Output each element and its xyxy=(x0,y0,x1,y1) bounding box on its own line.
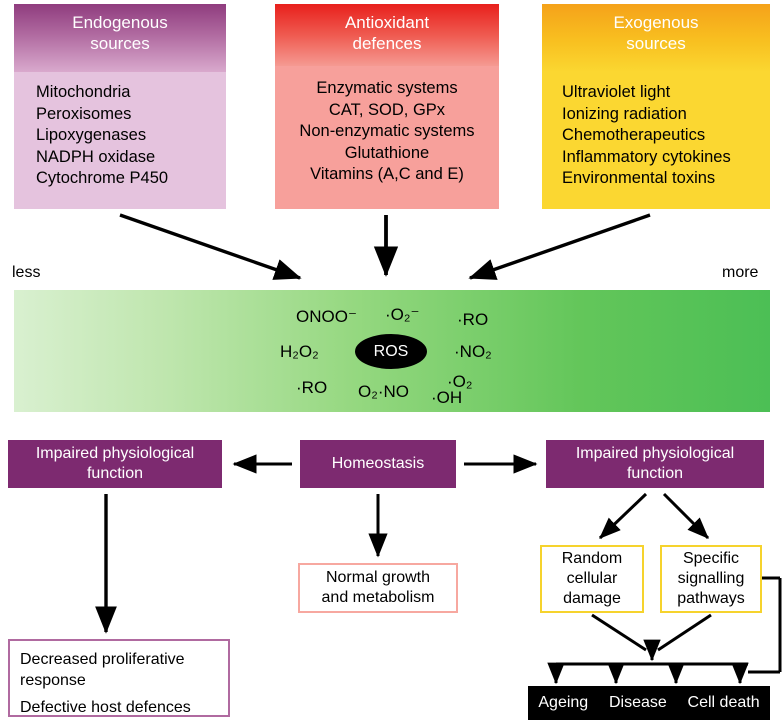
random-cellular-damage-box xyxy=(540,545,644,613)
outcome-cell-death: Cell death xyxy=(687,694,760,711)
arrow-random-converge xyxy=(592,615,646,650)
list-item: Chemotherapeutics xyxy=(562,126,706,144)
random-damage-line1: Random xyxy=(561,550,623,567)
arrow-endogenous-to-ros xyxy=(120,215,300,278)
homeostasis-label: Homeostasis xyxy=(331,455,425,472)
list-item: Glutathione xyxy=(344,143,430,162)
exogenous-title-line2: sources xyxy=(626,34,686,53)
specific-path-line1: Specific xyxy=(682,550,740,567)
outcome-ageing: Ageing xyxy=(538,694,589,711)
antioxidant-title-line1: Antioxidant xyxy=(344,13,430,32)
decreased-line1: Decreased proliferative xyxy=(20,651,185,668)
decreased-proliferative-response-box xyxy=(8,639,230,717)
decreased-line3: Defective host defences xyxy=(20,699,191,716)
endogenous-sources-box xyxy=(14,4,226,209)
exogenous-sources-list xyxy=(542,72,770,190)
antioxidant-title-line2: defences xyxy=(352,34,422,53)
list-item: NADPH oxidase xyxy=(36,147,156,166)
outcome-disease: Disease xyxy=(608,694,667,711)
list-item: Enzymatic systems xyxy=(316,79,458,97)
antioxidant-defences-list xyxy=(275,66,499,186)
ros-species-oh: ·OH xyxy=(431,388,463,407)
exogenous-sources-box xyxy=(542,4,770,209)
random-damage-line3: damage xyxy=(563,590,621,607)
ros-center-ellipse xyxy=(355,334,427,369)
exogenous-sources-header xyxy=(542,4,770,72)
normal-growth-line2: and metabolism xyxy=(321,589,435,606)
list-item: Mitochondria xyxy=(36,83,131,101)
decreased-line2: response xyxy=(20,672,86,689)
ros-species-o2no: O₂·NO xyxy=(358,382,409,401)
impaired-physiological-function-right xyxy=(546,440,764,488)
list-item: Lipoxygenases xyxy=(36,126,147,144)
impaired-right-line2: function xyxy=(626,465,684,482)
list-item: Ionizing radiation xyxy=(562,104,687,123)
list-item: Cytochrome P450 xyxy=(36,169,169,187)
ros-center-label: ROS xyxy=(373,343,409,360)
list-item: Ultraviolet light xyxy=(562,83,671,101)
ros-species-singlet-o2: ·O₂ xyxy=(447,372,473,391)
specific-signalling-pathways-box xyxy=(660,545,762,613)
ros-species-ro-right: ·RO xyxy=(457,310,489,329)
endogenous-sources-header xyxy=(14,4,226,72)
terminal-outcomes-bar xyxy=(528,686,770,720)
impaired-physiological-function-left xyxy=(8,440,222,488)
arrow-specific-converge xyxy=(658,615,711,650)
scale-label-less: less xyxy=(12,264,41,281)
antioxidant-defences-box xyxy=(275,4,499,209)
list-item: Environmental toxins xyxy=(562,169,716,187)
antioxidant-defences-header xyxy=(275,4,499,66)
list-item: Non-enzymatic systems xyxy=(299,122,475,140)
arrow-impaired-right-to-random xyxy=(600,494,646,538)
random-damage-line2: cellular xyxy=(566,570,618,587)
ros-species-no2: ·NO₂ xyxy=(454,342,492,361)
specific-path-line3: pathways xyxy=(677,590,745,607)
ros-species-onoo: ONOO⁻ xyxy=(296,307,357,326)
list-item: Inflammatory cytokines xyxy=(562,147,731,166)
normal-growth-line1: Normal growth xyxy=(325,569,430,586)
endogenous-title-line1: Endogenous xyxy=(72,13,168,32)
arrow-exogenous-to-ros xyxy=(470,215,650,278)
arrow-impaired-right-to-specific xyxy=(664,494,708,538)
normal-growth-box xyxy=(298,563,458,613)
ros-species-h2o2: H₂O₂ xyxy=(280,342,319,361)
list-item: Peroxisomes xyxy=(36,104,132,123)
impaired-right-line1: Impaired physiological xyxy=(575,445,735,462)
ros-species-superoxide: ·O₂⁻ xyxy=(385,305,420,324)
homeostasis-box xyxy=(300,440,456,488)
impaired-left-line1: Impaired physiological xyxy=(35,445,195,462)
exogenous-title-line1: Exogenous xyxy=(613,13,699,32)
scale-label-more: more xyxy=(722,264,759,281)
ros-species-ro-left: ·RO xyxy=(296,378,328,397)
list-item: Vitamins (A,C and E) xyxy=(310,165,464,183)
list-item: CAT, SOD, GPx xyxy=(328,100,446,119)
specific-path-line2: signalling xyxy=(677,570,745,587)
endogenous-sources-list xyxy=(14,72,226,190)
endogenous-title-line2: sources xyxy=(90,34,150,53)
impaired-left-line2: function xyxy=(86,465,144,482)
